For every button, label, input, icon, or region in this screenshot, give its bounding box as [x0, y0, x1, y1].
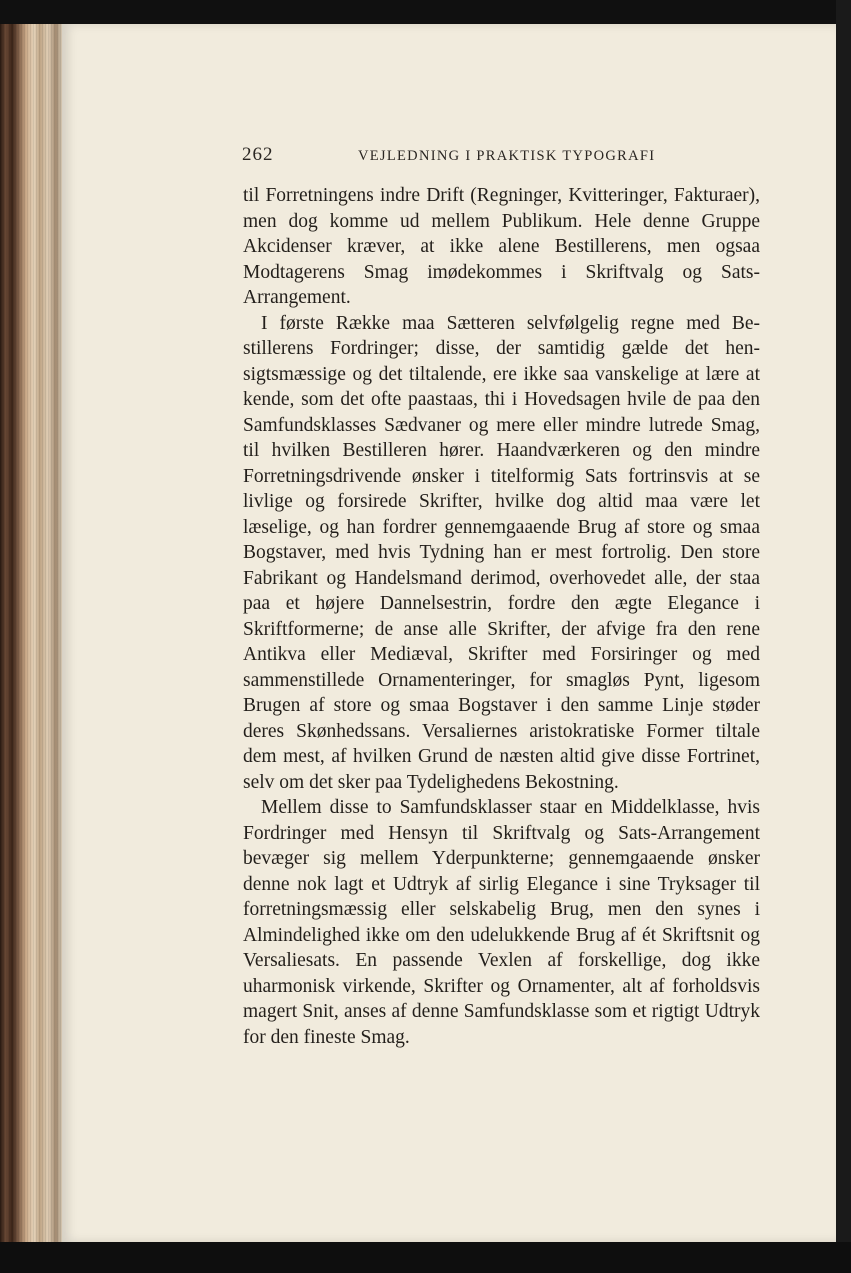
scan-bottom-border — [0, 1242, 851, 1273]
scan-top-border — [0, 0, 851, 24]
body-text — [243, 183, 760, 1050]
scan-right-border — [836, 0, 851, 1273]
page-number: 262 — [242, 144, 274, 165]
paragraph: I første Række maa Sætteren selvfølgelig regne med Bestillerens Fordringer; disse, der samtidig gælde det hensigtsmæssige og det tiltalende, ere ikke saa vanskelige at lære at kende, som det ofte paastaas, thi i Hovedsagen hvile de paa den Samfundsklasses Sædvaner og mere eller mindre lutrede Smag, til hvilken Bestilleren hører. Haandværkeren og den mindre Forretningsdrivende ønsker i titelformig Sats fortrinsvis at se livlige og forsirede Skrifter, hvilke dog altid maa være let læselige, og han fordrer gennemgaaende Brug af store og smaa Bogstaver, med hvis Tydning han er mest fortrolig. Den store Fabrikant og Handelsmand derimod, overhovedet alle, der staa paa et højere Dannelsestrin, fordre den ægte Elegance i Skriftformerne; de anse alle Skrifter, der afvige fra den rene Antikva eller Mediæval, Skrifter med Forsiringer og med sammenstillede Ornamenteringer, for smagløs Pynt, ligesom Brugen af store og smaa Bogstaver i den samme Linje støder deres Skønhedssans. Versaliernes aristokratiske Former tiltale dem mest, af hvilken Grund de næsten altid give disse Fortrinet, selv om det sker paa Tydelighedens Bekostning. — [243, 312, 760, 793]
paragraph: til Forretningens indre Drift (Regninger, Kvitteringer, Fakturaer), men dog komme ud mellem Publikum. Hele denne Gruppe Akcidenser kræver, at ikke alene Bestillerens, men ogsaa Modtagerens Smag imødekommes i Skriftvalg og Sats-Arrangement. — [243, 185, 760, 308]
book-page-edges — [0, 24, 64, 1242]
paragraph: Mellem disse to Samfundsklasser staar en Middelklasse, hvis Fordringer med Hensyn til Skriftvalg og Sats-Arrangement bevæger sig mellem Yderpunkterne; gennemgaaende ønsker denne nok lagt et Udtryk af sirlig Elegance i sine Tryksager til forretningsmæssig eller selskabelig Brug, men den synes i Almindelighed ikke om den udelukkende Brug af ét Skriftsnit og Versaliesats. En passende Vexlen af forskellige, dog ikke uharmonisk virkende, Skrifter og Ornamenter, alt af forholdsvis magert Snit, anses af denne Samfundsklasse som et rigtigt Udtryk for den fineste Smag. — [243, 797, 760, 1048]
running-head: VEJLEDNING I PRAKTISK TYPOGRAFI — [358, 148, 656, 164]
